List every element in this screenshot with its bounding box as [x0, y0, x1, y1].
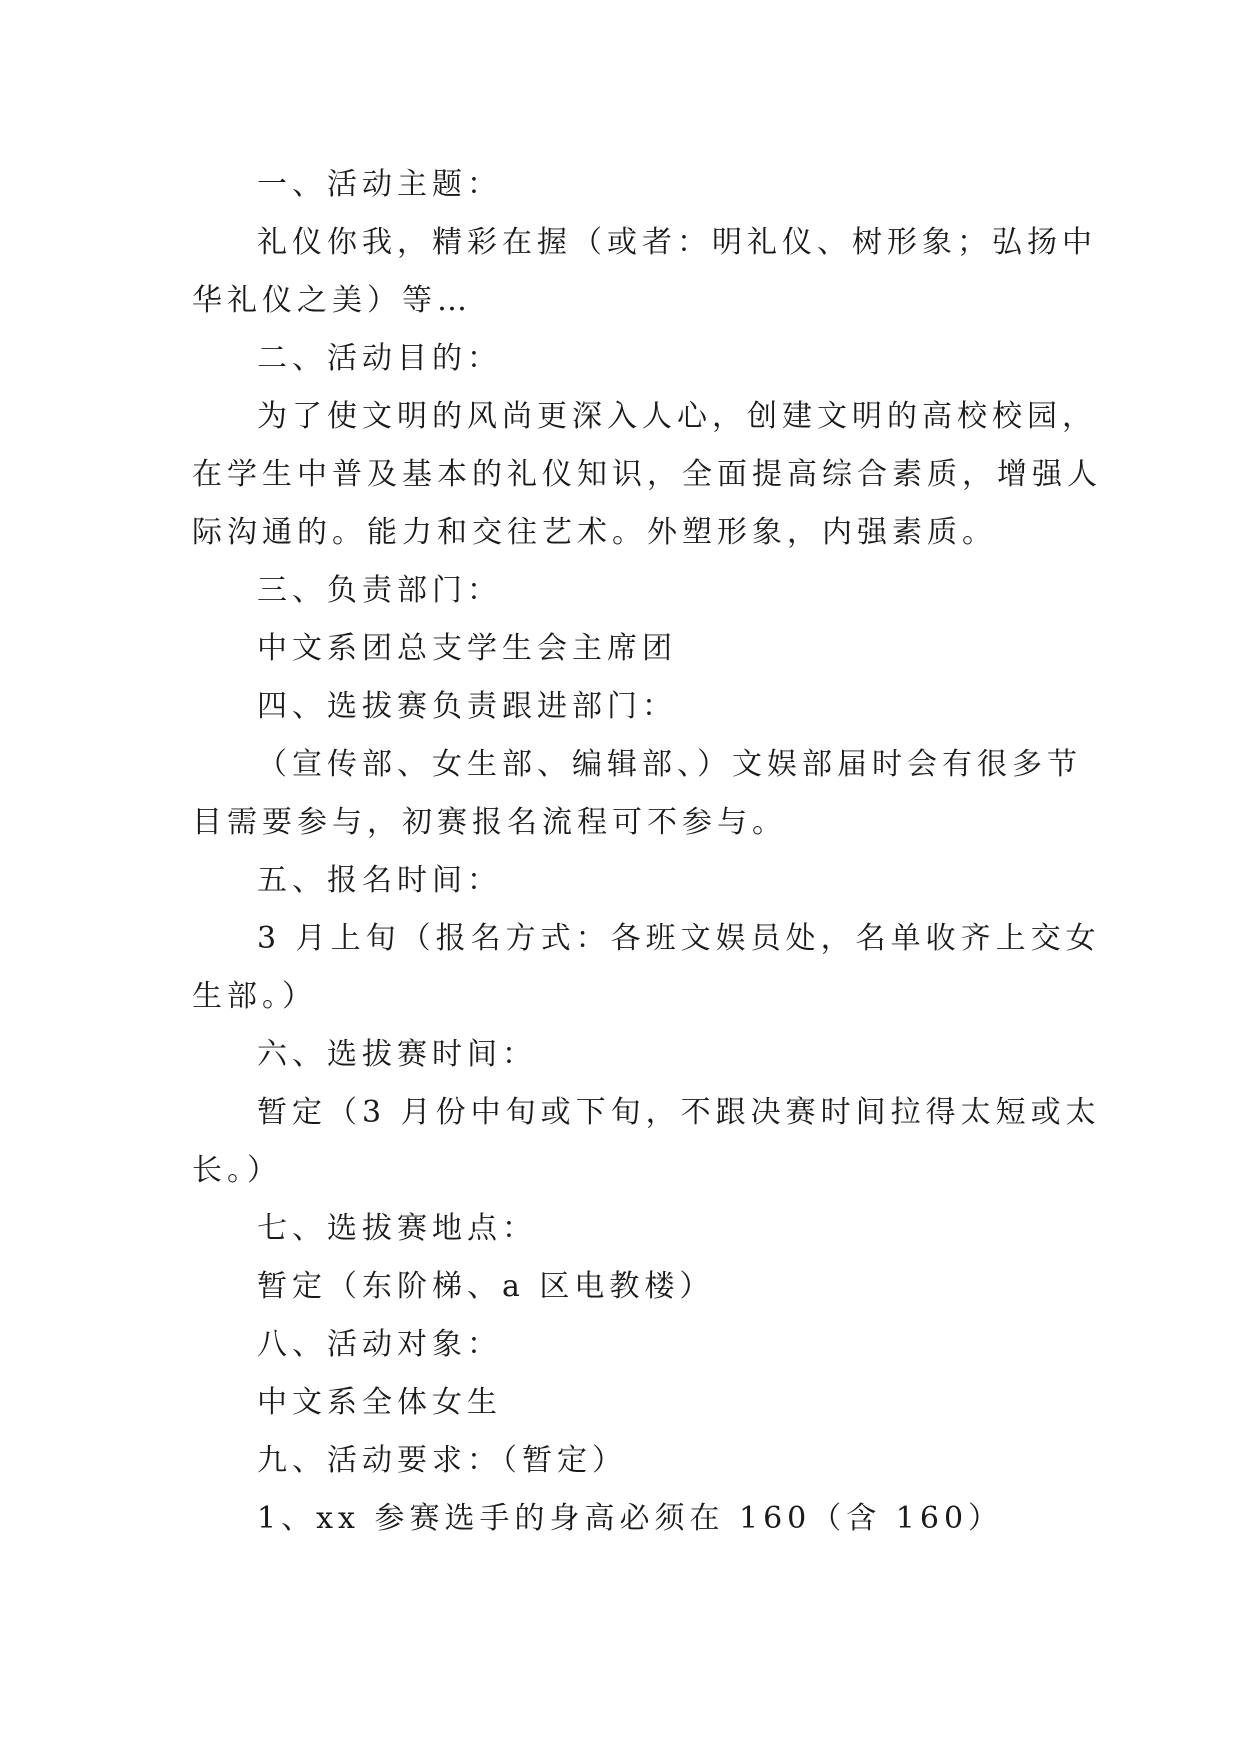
paragraph-line: 3 月上旬（报名方式：各班文娱员处，名单收齐上交女	[257, 921, 1101, 956]
paragraph-line: 长。）	[192, 1153, 282, 1188]
paragraph-line: 暂定（东阶梯、a 区电教楼）	[257, 1269, 715, 1304]
paragraph-line: 暂定（3 月份中旬或下旬，不跟决赛时间拉得太短或太	[257, 1095, 1101, 1130]
paragraph-line: 际沟通的。能力和交往艺术。外塑形象，内强素质。	[192, 515, 997, 550]
section-heading-requirements: 九、活动要求：（暂定）	[257, 1443, 627, 1478]
section-heading-location: 七、选拔赛地点：	[257, 1211, 537, 1246]
list-item: 1、xx 参赛选手的身高必须在 160（含 160）	[257, 1501, 1004, 1536]
section-heading-purpose: 二、活动目的：	[257, 341, 502, 376]
paragraph-line: 在学生中普及基本的礼仪知识，全面提高综合素质，增强人	[192, 457, 1102, 492]
section-heading-followup: 四、选拔赛负责跟进部门：	[257, 689, 677, 724]
section-heading-audience: 八、活动对象：	[257, 1327, 502, 1362]
section-heading-theme: 一、活动主题：	[257, 167, 502, 202]
paragraph-line: 目需要参与，初赛报名流程可不参与。	[192, 805, 787, 840]
paragraph-line: 华礼仪之美）等…	[192, 283, 472, 318]
paragraph-line: 礼仪你我，精彩在握（或者：明礼仪、树形象；弘扬中	[257, 225, 1097, 260]
paragraph-line: （宣传部、女生部、编辑部、）文娱部届时会有很多节	[257, 747, 1082, 782]
paragraph-line: 中文系全体女生	[257, 1385, 502, 1420]
document-body	[192, 156, 1102, 1548]
paragraph-line: 为了使文明的风尚更深入人心，创建文明的高校校园，	[257, 399, 1097, 434]
paragraph-line: 生部。）	[192, 979, 317, 1014]
section-heading-contest-time: 六、选拔赛时间：	[257, 1037, 537, 1072]
section-heading-department: 三、负责部门：	[257, 573, 502, 608]
section-heading-signup-time: 五、报名时间：	[257, 863, 502, 898]
paragraph-line: 中文系团总支学生会主席团	[257, 631, 677, 666]
